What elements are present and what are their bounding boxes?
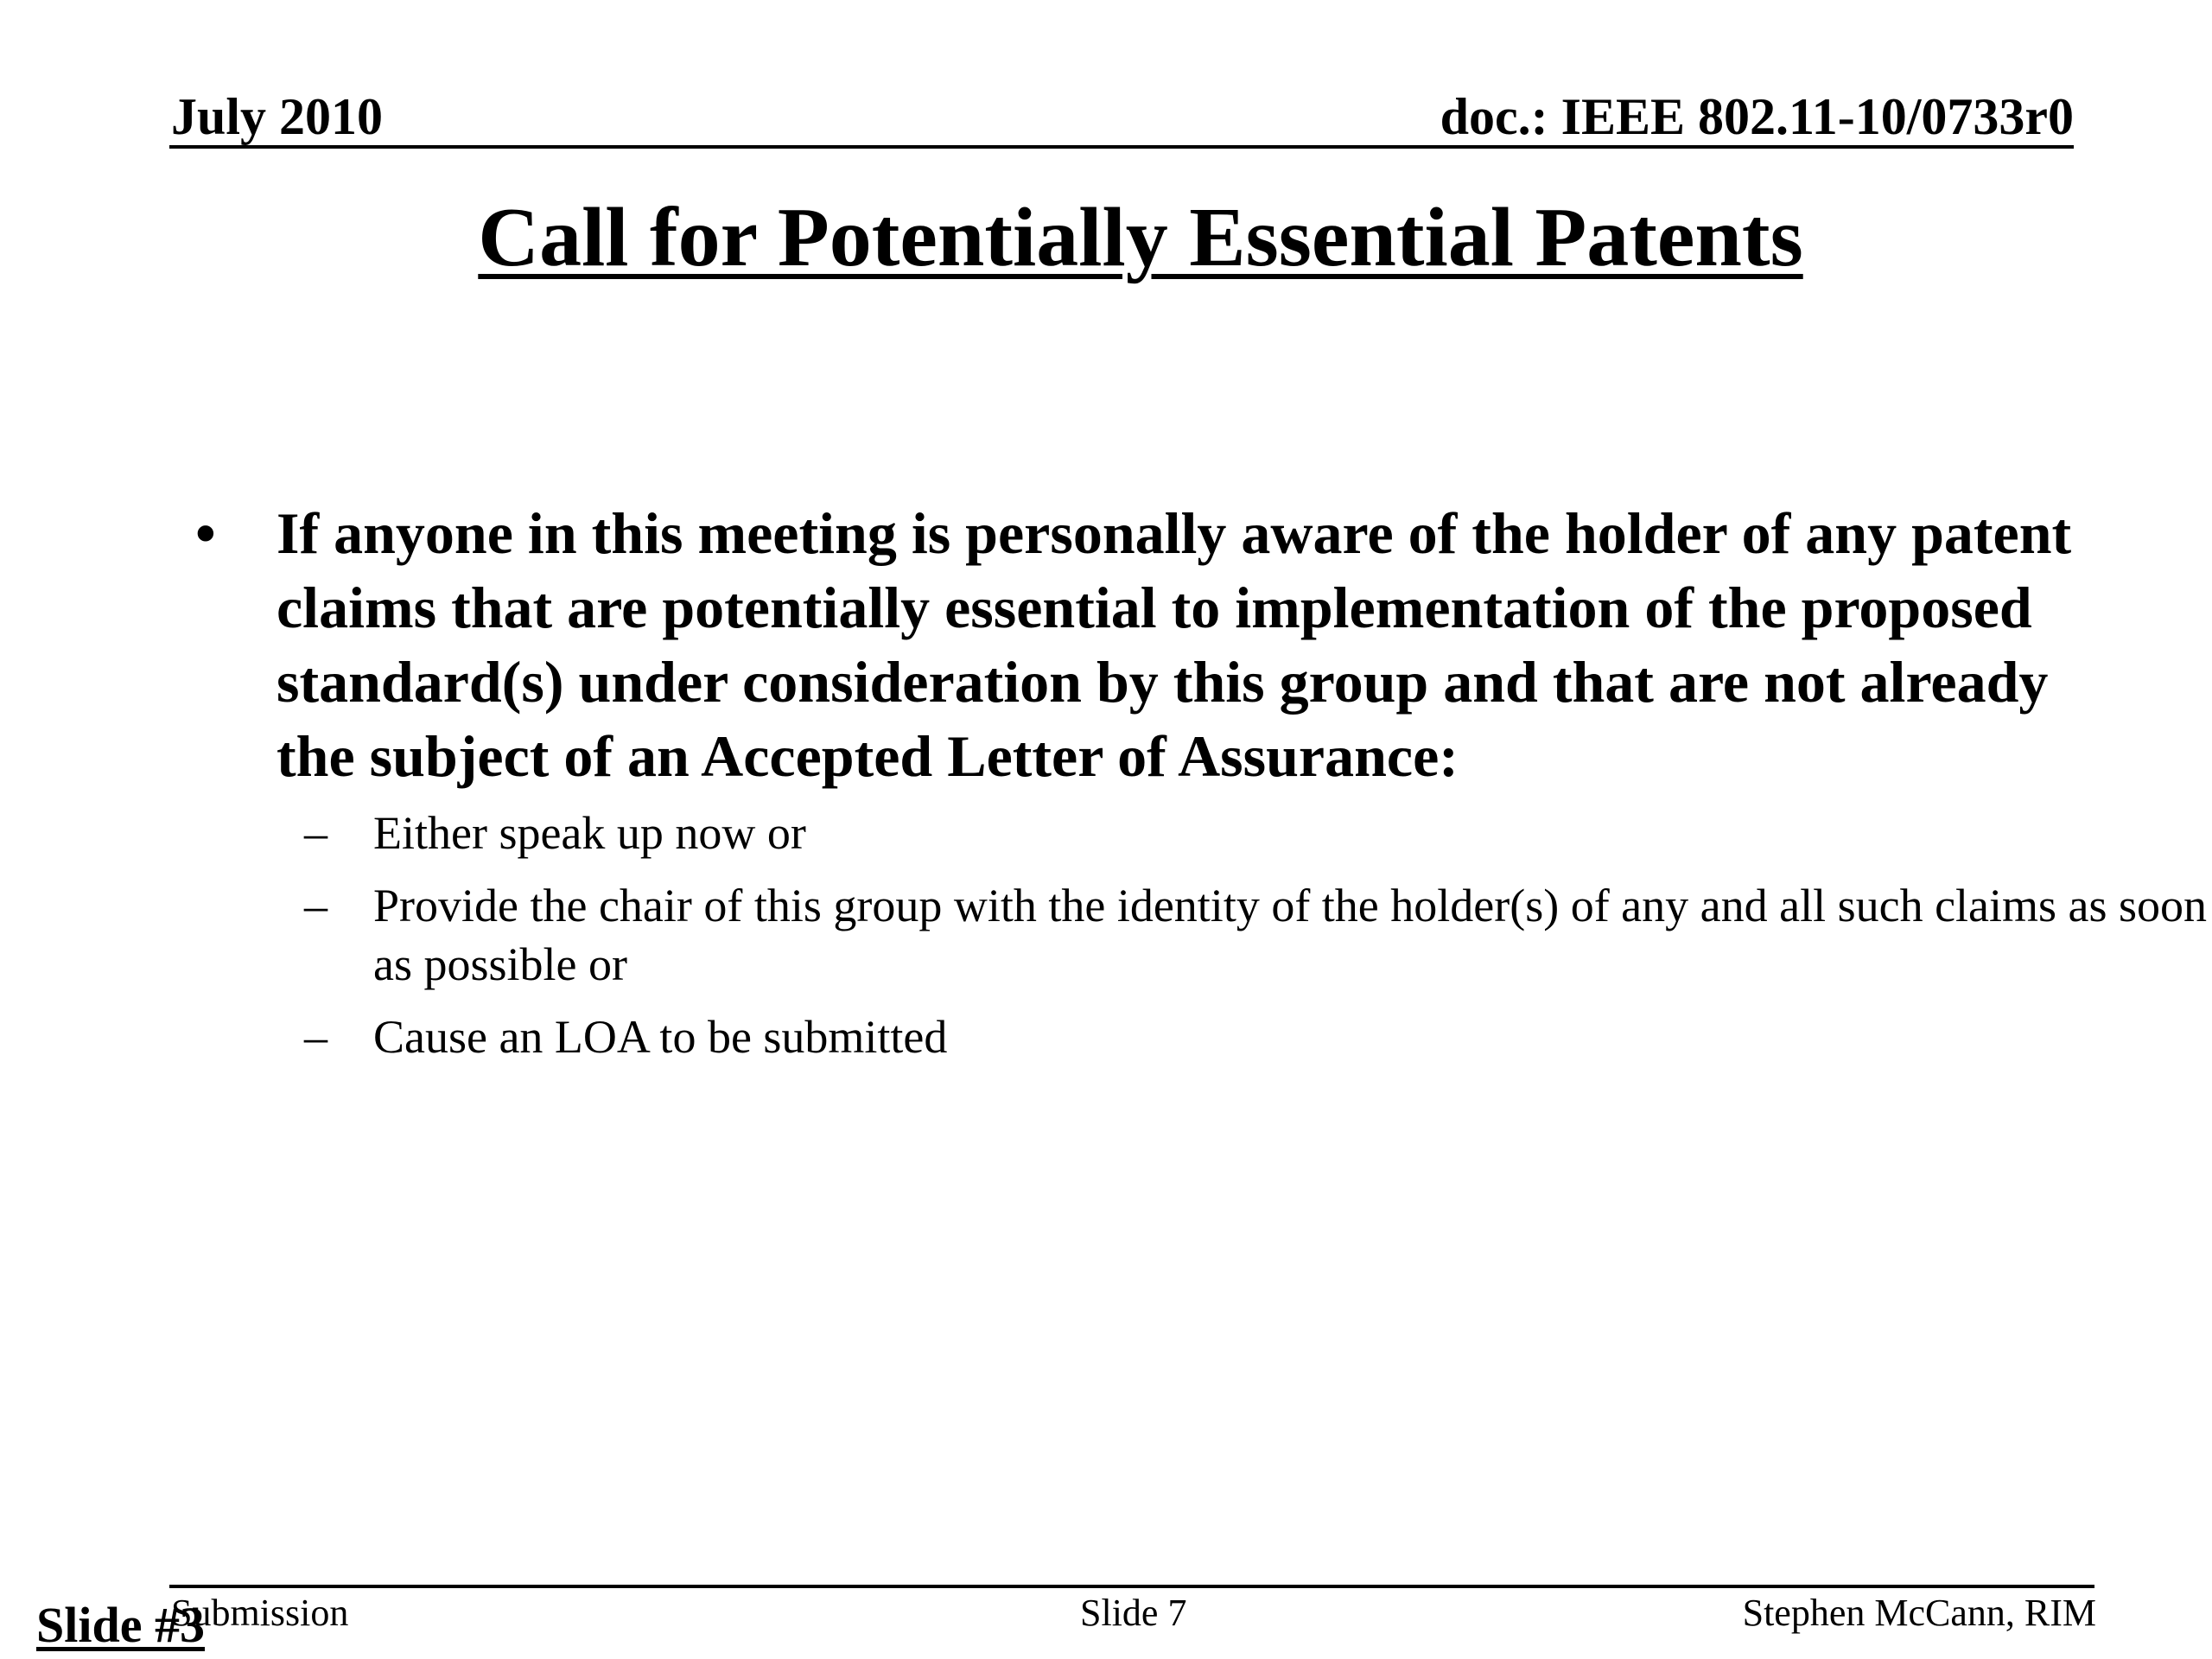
sub-bullet-marker: – bbox=[304, 807, 327, 859]
header-doc-id: doc.: IEEE 802.11-10/0733r0 bbox=[1440, 88, 2074, 145]
main-bullet bbox=[187, 496, 2117, 793]
sub-bullet-text: Provide the chair of this group with the identity of the holder(s) of any and all such claims as soon as possible or bbox=[373, 880, 2208, 990]
footer-author: Stephen McCann, RIM bbox=[1742, 1592, 2096, 1634]
header-date: July 2010 bbox=[171, 88, 384, 145]
header-divider bbox=[169, 145, 2074, 149]
sub-bullet-text: Cause an LOA to be submitted bbox=[373, 1011, 948, 1063]
footer-divider bbox=[169, 1585, 2094, 1588]
footer-submission: Submission bbox=[171, 1592, 349, 1634]
sub-bullet-item bbox=[187, 804, 2212, 862]
slide-title: Call for Potentially Essential Patents bbox=[478, 191, 1803, 284]
sub-bullet-text: Either speak up now or bbox=[373, 807, 806, 859]
slide-body bbox=[187, 496, 2208, 1080]
sub-bullet-list bbox=[187, 804, 2208, 1066]
footer-slide-number: Slide 7 bbox=[1080, 1592, 1187, 1634]
slide-tag: Slide #3 bbox=[36, 1597, 205, 1653]
bullet-marker: • bbox=[195, 500, 216, 566]
main-bullet-text: If anyone in this meeting is personally aware of the holder of any patent claims that are potentially essential to implementation of the proposed standard(s) under consideration by this group and that are not already the subject of an Accepted Letter of Assurance: bbox=[276, 500, 2072, 789]
sub-bullet-item bbox=[187, 876, 2212, 994]
sub-bullet-item bbox=[187, 1007, 2212, 1066]
sub-bullet-marker: – bbox=[304, 1011, 327, 1063]
sub-bullet-marker: – bbox=[304, 880, 327, 931]
